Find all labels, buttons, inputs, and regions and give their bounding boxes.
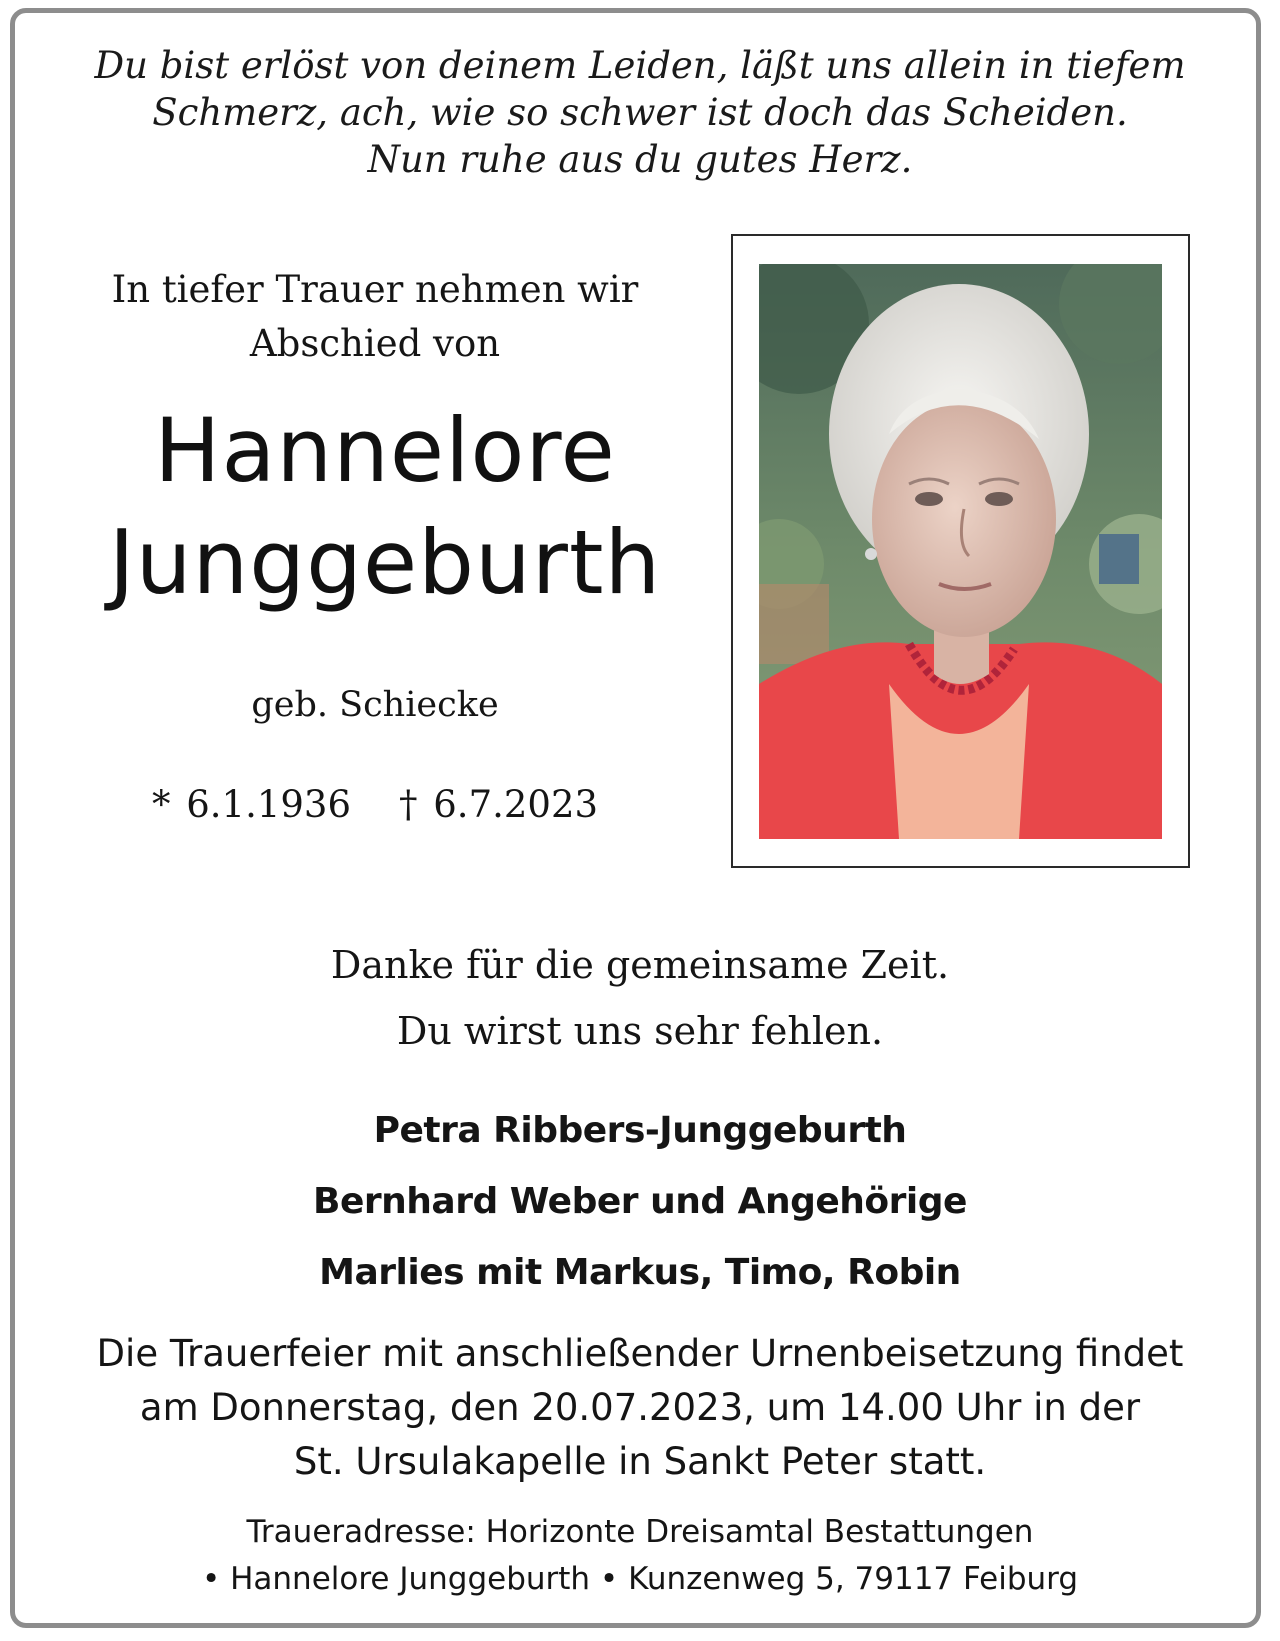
mourning-intro [60,263,690,371]
mourner-name: Marlies mit Markus, Timo, Robin [319,1252,961,1293]
last-name: Junggeburth [108,511,662,614]
mourner-name: Bernhard Weber und Angehörige [313,1181,967,1222]
address-line: • Hannelore Junggeburth • Kunzenweg 5, 79117 Feiburg [201,1561,1079,1597]
thanks-line: Danke für die gemeinsame Zeit. [330,943,950,987]
mourner-name: Petra Ribbers-Junggeburth [373,1110,907,1151]
maiden-name: geb. Schiecke [251,685,499,725]
first-name: Hannelore [154,399,616,502]
portrait-frame [731,234,1190,868]
service-line: Die Trauerfeier mit anschließender Urnenbeisetzung findet [96,1332,1184,1375]
mourners-list [60,1095,1220,1308]
service-line: am Donnerstag, den 20.07.2023, um 14.00 Uhr in der [139,1386,1141,1429]
memorial-verse [40,42,1240,183]
portrait-photo [759,264,1162,839]
intro-line: Abschied von [249,322,501,365]
death-date: † 6.7.2023 [399,783,599,826]
service-line: St. Ursulakapelle in Sankt Peter statt. [293,1440,987,1483]
intro-line: In tiefer Trauer nehmen wir [111,268,639,311]
mourning-address [40,1509,1240,1603]
thanks-message [60,932,1220,1064]
deceased-name [40,395,730,619]
address-line: Traueradresse: Horizonte Dreisamtal Bestattungen [246,1514,1034,1550]
thanks-line: Du wirst uns sehr fehlen. [396,1009,884,1053]
funeral-service-notice [40,1327,1240,1489]
life-dates [60,782,690,828]
verse-line: Nun ruhe aus du gutes Herz. [367,138,913,181]
birth-date: * 6.1.1936 [151,783,351,826]
verse-line: Schmerz, ach, wie so schwer ist doch das Scheiden. [152,91,1128,134]
verse-line: Du bist erlöst von deinem Leiden, läßt uns allein in tiefem [94,44,1186,87]
